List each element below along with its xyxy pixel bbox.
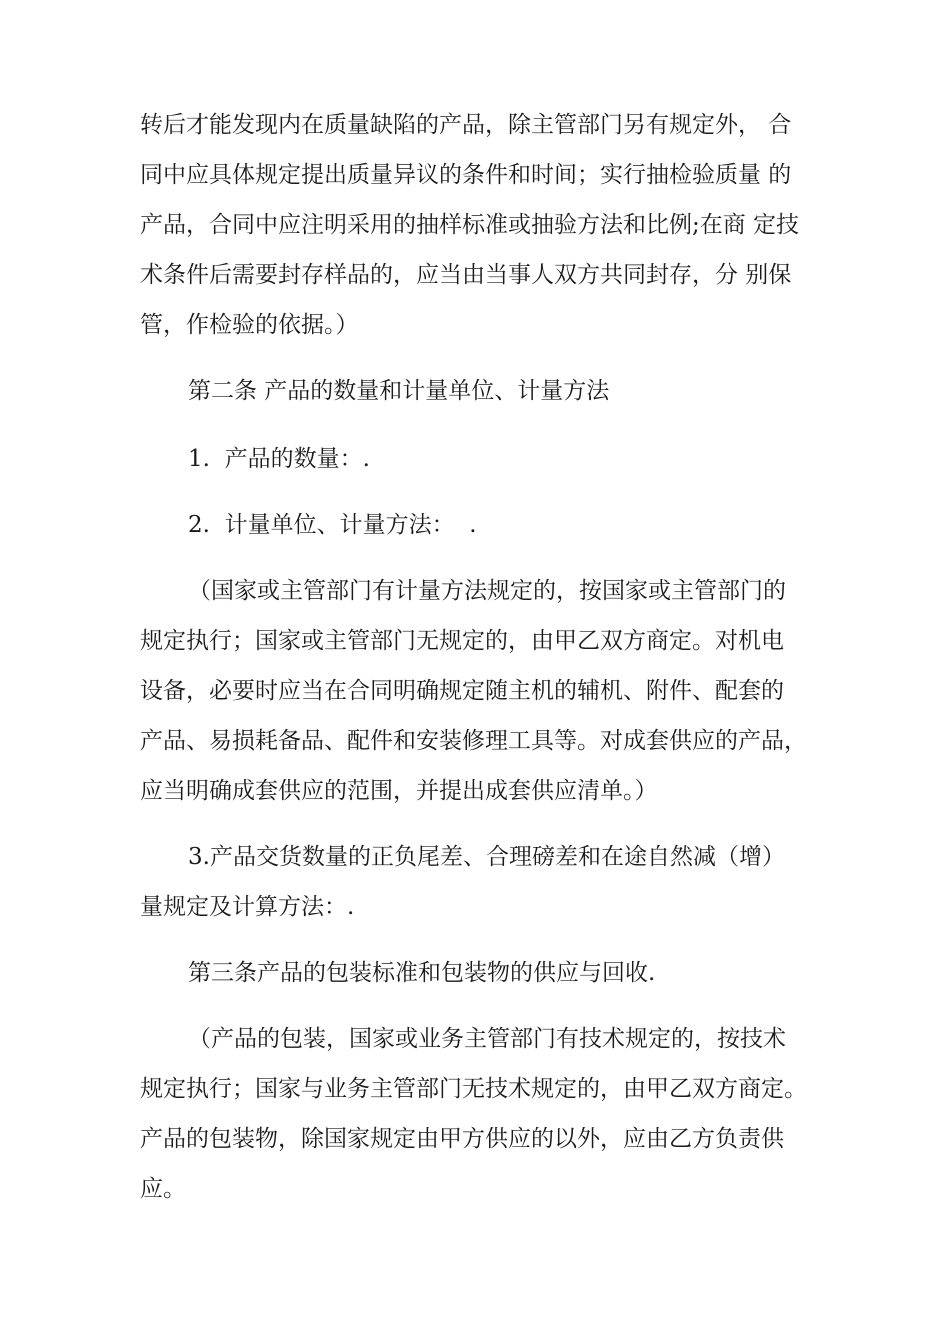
paragraph-line: 规定执行；国家或主管部门无规定的，由甲乙双方商定。对机电 xyxy=(140,628,784,654)
list-item-unit-method: 2. 计量单位、计量方法： . xyxy=(188,512,477,538)
paragraph-line: 产品、易损耗备品、配件和安装修理工具等。对成套供应的产品， xyxy=(140,728,807,754)
paragraph-line: 术条件后需要封存样品的，应当由当事人双方共同封存，分 别保 xyxy=(140,262,792,288)
list-item-quantity: 1. 产品的数量：. xyxy=(188,446,370,472)
paragraph-line: （国家或主管部门有计量方法规定的，按国家或主管部门的 xyxy=(188,578,786,604)
paragraph-line: 产品的包装物，除国家规定由甲方供应的以外，应由乙方负责供 xyxy=(140,1126,784,1152)
list-item-tolerance: 3.产品交货数量的正负尾差、合理磅差和在途自然减（增） xyxy=(188,844,785,870)
paragraph-line: 设备，必要时应当在合同明确规定随主机的辅机、附件、配套的 xyxy=(140,678,784,704)
paragraph-line: 量规定及计算方法：. xyxy=(140,894,355,920)
section-heading-article-2: 第二条 产品的数量和计量单位、计量方法 xyxy=(188,378,610,404)
paragraph-line: 应当明确成套供应的范围，并提出成套供应清单。） xyxy=(140,778,658,804)
paragraph-line: （产品的包装，国家或业务主管部门有技术规定的，按技术 xyxy=(188,1026,786,1052)
paragraph-line: 管，作检验的依据。） xyxy=(140,312,359,338)
paragraph-line: 规定执行；国家与业务主管部门无技术规定的，由甲乙双方商定。 xyxy=(140,1076,807,1102)
paragraph-line: 产品，合同中应注明采用的抽样标准或抽验方法和比例;在商 定技 xyxy=(140,212,800,238)
paragraph-line: 应。 xyxy=(140,1176,186,1202)
paragraph-line: 同中应具体规定提出质量异议的条件和时间；实行抽检验质量 的 xyxy=(140,162,792,188)
paragraph-line: 转后才能发现内在质量缺陷的产品，除主管部门另有规定外， 合 xyxy=(140,112,792,138)
section-heading-article-3: 第三条产品的包装标准和包装物的供应与回收. xyxy=(188,960,656,986)
